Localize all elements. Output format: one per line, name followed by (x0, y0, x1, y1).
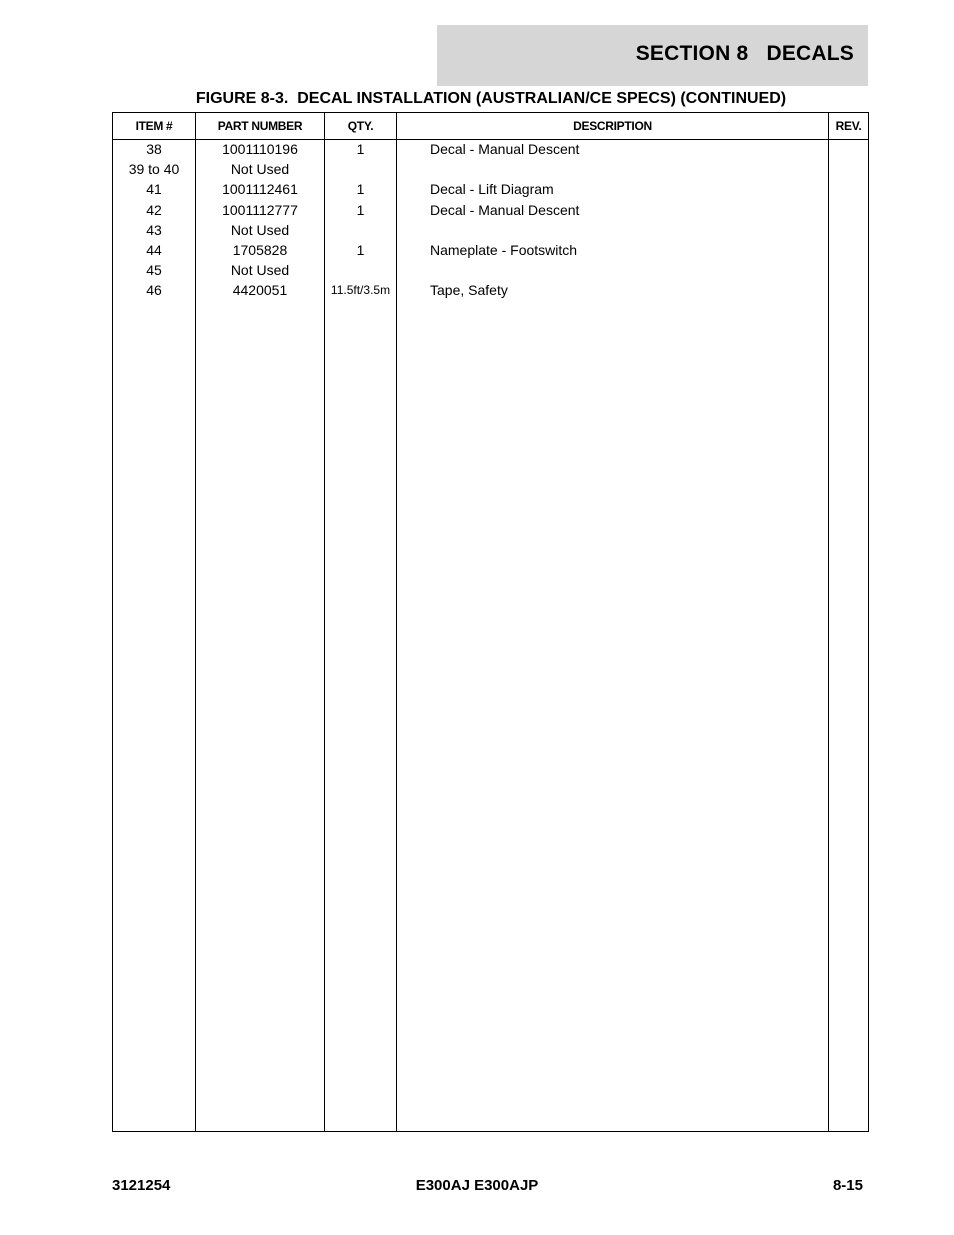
page-number: 8-15 (832, 1177, 863, 1194)
figure-title: FIGURE 8-3. DECAL INSTALLATION (AUSTRALIAN/CE SPECS) (CONTINUED) (195, 90, 787, 107)
description (430, 261, 830, 281)
table-row (113, 201, 868, 221)
description: Nameplate - Footswitch (430, 241, 578, 258)
revision (830, 241, 870, 261)
item-number: 43 (146, 221, 162, 238)
item-number: 45 (146, 262, 162, 279)
section-title: SECTION 8 DECALS (635, 42, 854, 65)
quantity (325, 221, 396, 241)
item-number: 44 (146, 241, 162, 258)
description: Tape, Safety (430, 282, 508, 299)
column-header-description: DESCRIPTION (573, 119, 652, 133)
document-number: 3121254 (112, 1177, 171, 1194)
revision (830, 221, 870, 241)
part-number: Not Used (230, 262, 290, 279)
column-header-item: ITEM # (135, 119, 173, 133)
part-number: 1001110196 (222, 141, 298, 157)
quantity: 11.5ft/3.5m (330, 283, 391, 298)
section-header (437, 25, 868, 86)
table-row (113, 281, 868, 301)
quantity: 1 (356, 201, 365, 218)
part-number: 1001112777 (222, 201, 298, 218)
table-body (113, 140, 868, 302)
item-number: 39 to 40 (128, 161, 180, 178)
revision (830, 281, 870, 301)
description: Decal - Lift Diagram (430, 181, 554, 198)
column-header-part-number: PART NUMBER (217, 119, 303, 133)
revision (830, 201, 870, 221)
table-row (113, 241, 868, 261)
item-number: 41 (146, 181, 162, 198)
table-row (113, 261, 868, 281)
revision (830, 160, 870, 180)
table-row (113, 221, 868, 241)
column-header-qty: QTY. (347, 119, 374, 133)
revision (830, 261, 870, 281)
model-name: E300AJ E300AJP (415, 1177, 539, 1194)
description: Decal - Manual Descent (430, 201, 580, 218)
part-number: Not Used (230, 161, 290, 178)
description: Decal - Manual Descent (430, 141, 580, 157)
item-number: 42 (146, 201, 162, 218)
quantity: 1 (356, 141, 365, 157)
part-number: Not Used (230, 221, 290, 238)
revision (830, 140, 870, 160)
column-header-rev: REV. (835, 119, 862, 133)
quantity (325, 261, 396, 281)
item-number: 38 (146, 141, 162, 157)
description (430, 160, 830, 180)
quantity (325, 160, 396, 180)
quantity: 1 (356, 181, 365, 198)
part-number: 4420051 (232, 282, 288, 299)
part-number: 1001112461 (222, 181, 298, 198)
table-row (113, 140, 868, 160)
table-row (113, 180, 868, 200)
item-number: 46 (146, 282, 162, 299)
part-number: 1705828 (232, 241, 288, 258)
revision (830, 180, 870, 200)
table-row (113, 160, 868, 180)
description (430, 221, 830, 241)
parts-table (112, 112, 869, 1132)
quantity: 1 (356, 241, 365, 258)
